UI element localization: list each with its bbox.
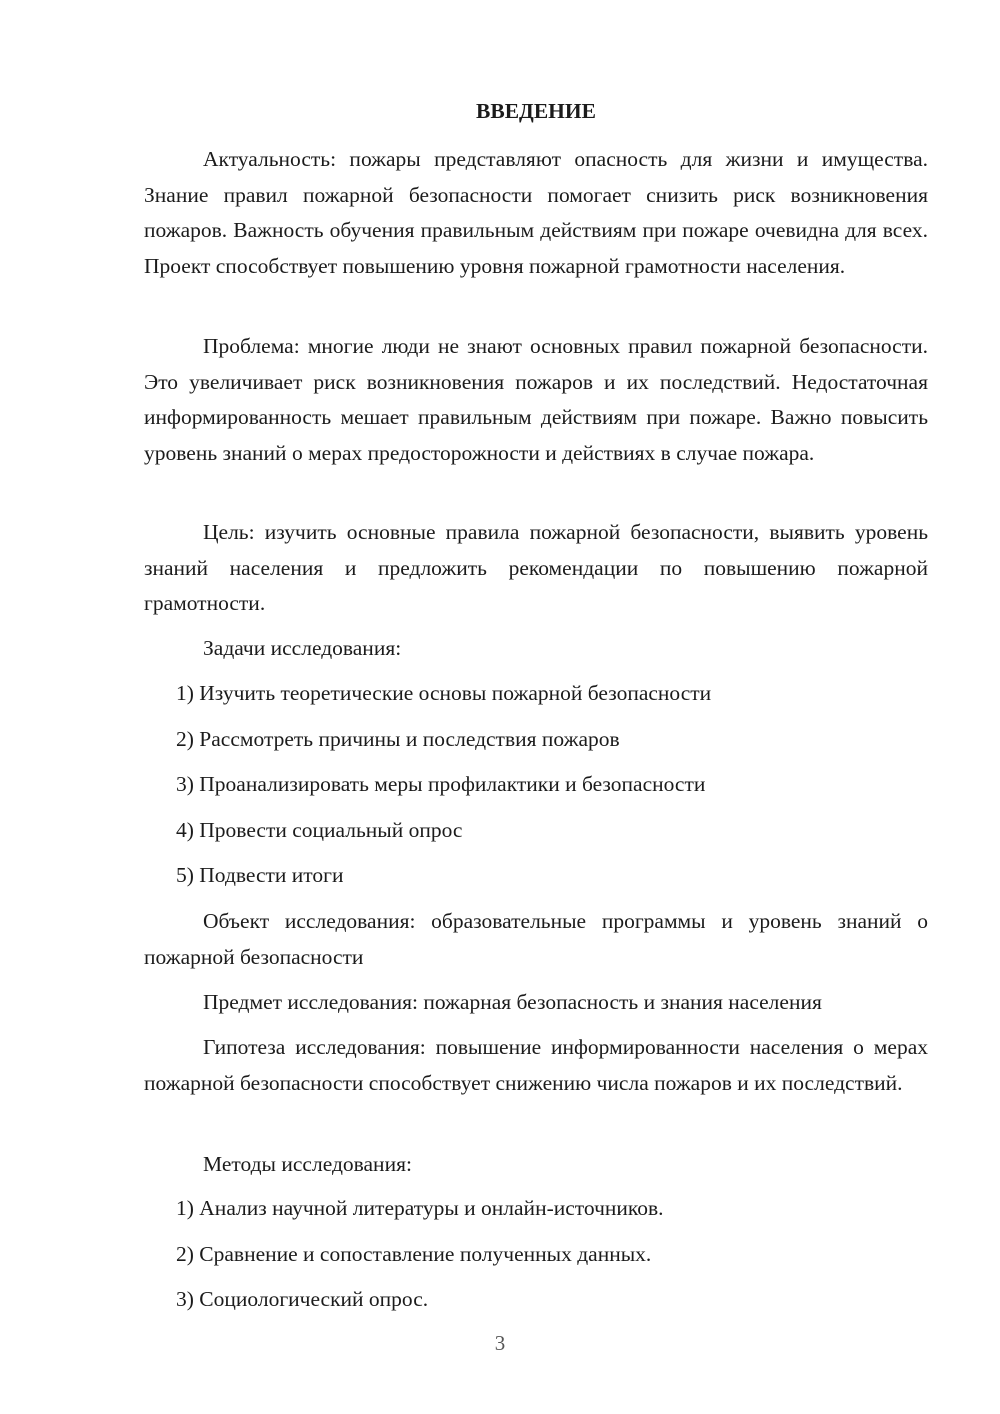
goal-paragraph: Цель: изучить основные правила пожарной безопасности, выявить уровень знаний населения и предложить рекомендации по повышению пожарной грамотности. (144, 520, 928, 615)
page-title: ВВЕДЕНИЕ (476, 99, 596, 123)
task-item: 4) Провести социальный опрос (176, 818, 463, 842)
methods-heading: Методы исследования: (203, 1152, 412, 1176)
subject-paragraph: Предмет исследования: пожарная безопасность и знания населения (203, 990, 822, 1014)
task-item: 5) Подвести итоги (176, 863, 344, 887)
object-paragraph: Объект исследования: образовательные программы и уровень знаний о пожарной безопасности (144, 909, 928, 969)
problem-paragraph: Проблема: многие люди не знают основных правил пожарной безопасности. Это увеличивает риск возникновения пожаров и их последствий. Недостаточная информированность мешает правильным действиям при пожаре. Важно повысить уровень знаний о мерах предосторожности и действиях в случае пожара. (144, 334, 928, 465)
method-item: 1) Анализ научной литературы и онлайн-источников. (176, 1196, 664, 1220)
method-item: 2) Сравнение и сопоставление полученных данных. (176, 1242, 652, 1266)
task-item: 1) Изучить теоретические основы пожарной безопасности (176, 681, 712, 705)
task-item: 3) Проанализировать меры профилактики и безопасности (176, 772, 706, 796)
hypothesis-paragraph: Гипотеза исследования: повышение информированности населения о мерах пожарной безопасности способствует снижению числа пожаров и их последствий. (144, 1035, 928, 1095)
relevance-paragraph: Актуальность: пожары представляют опасность для жизни и имущества. Знание правил пожарной безопасности помогает снизить риск возникновения пожаров. Важность обучения правильным действиям при пожаре очевидна для всех. Проект способствует повышению уровня пожарной грамотности населения. (144, 147, 928, 278)
method-item: 3) Социологический опрос. (176, 1287, 429, 1311)
page-number: 3 (494, 1331, 506, 1355)
tasks-heading: Задачи исследования: (203, 636, 402, 660)
task-item: 2) Рассмотреть причины и последствия пожаров (176, 727, 620, 751)
